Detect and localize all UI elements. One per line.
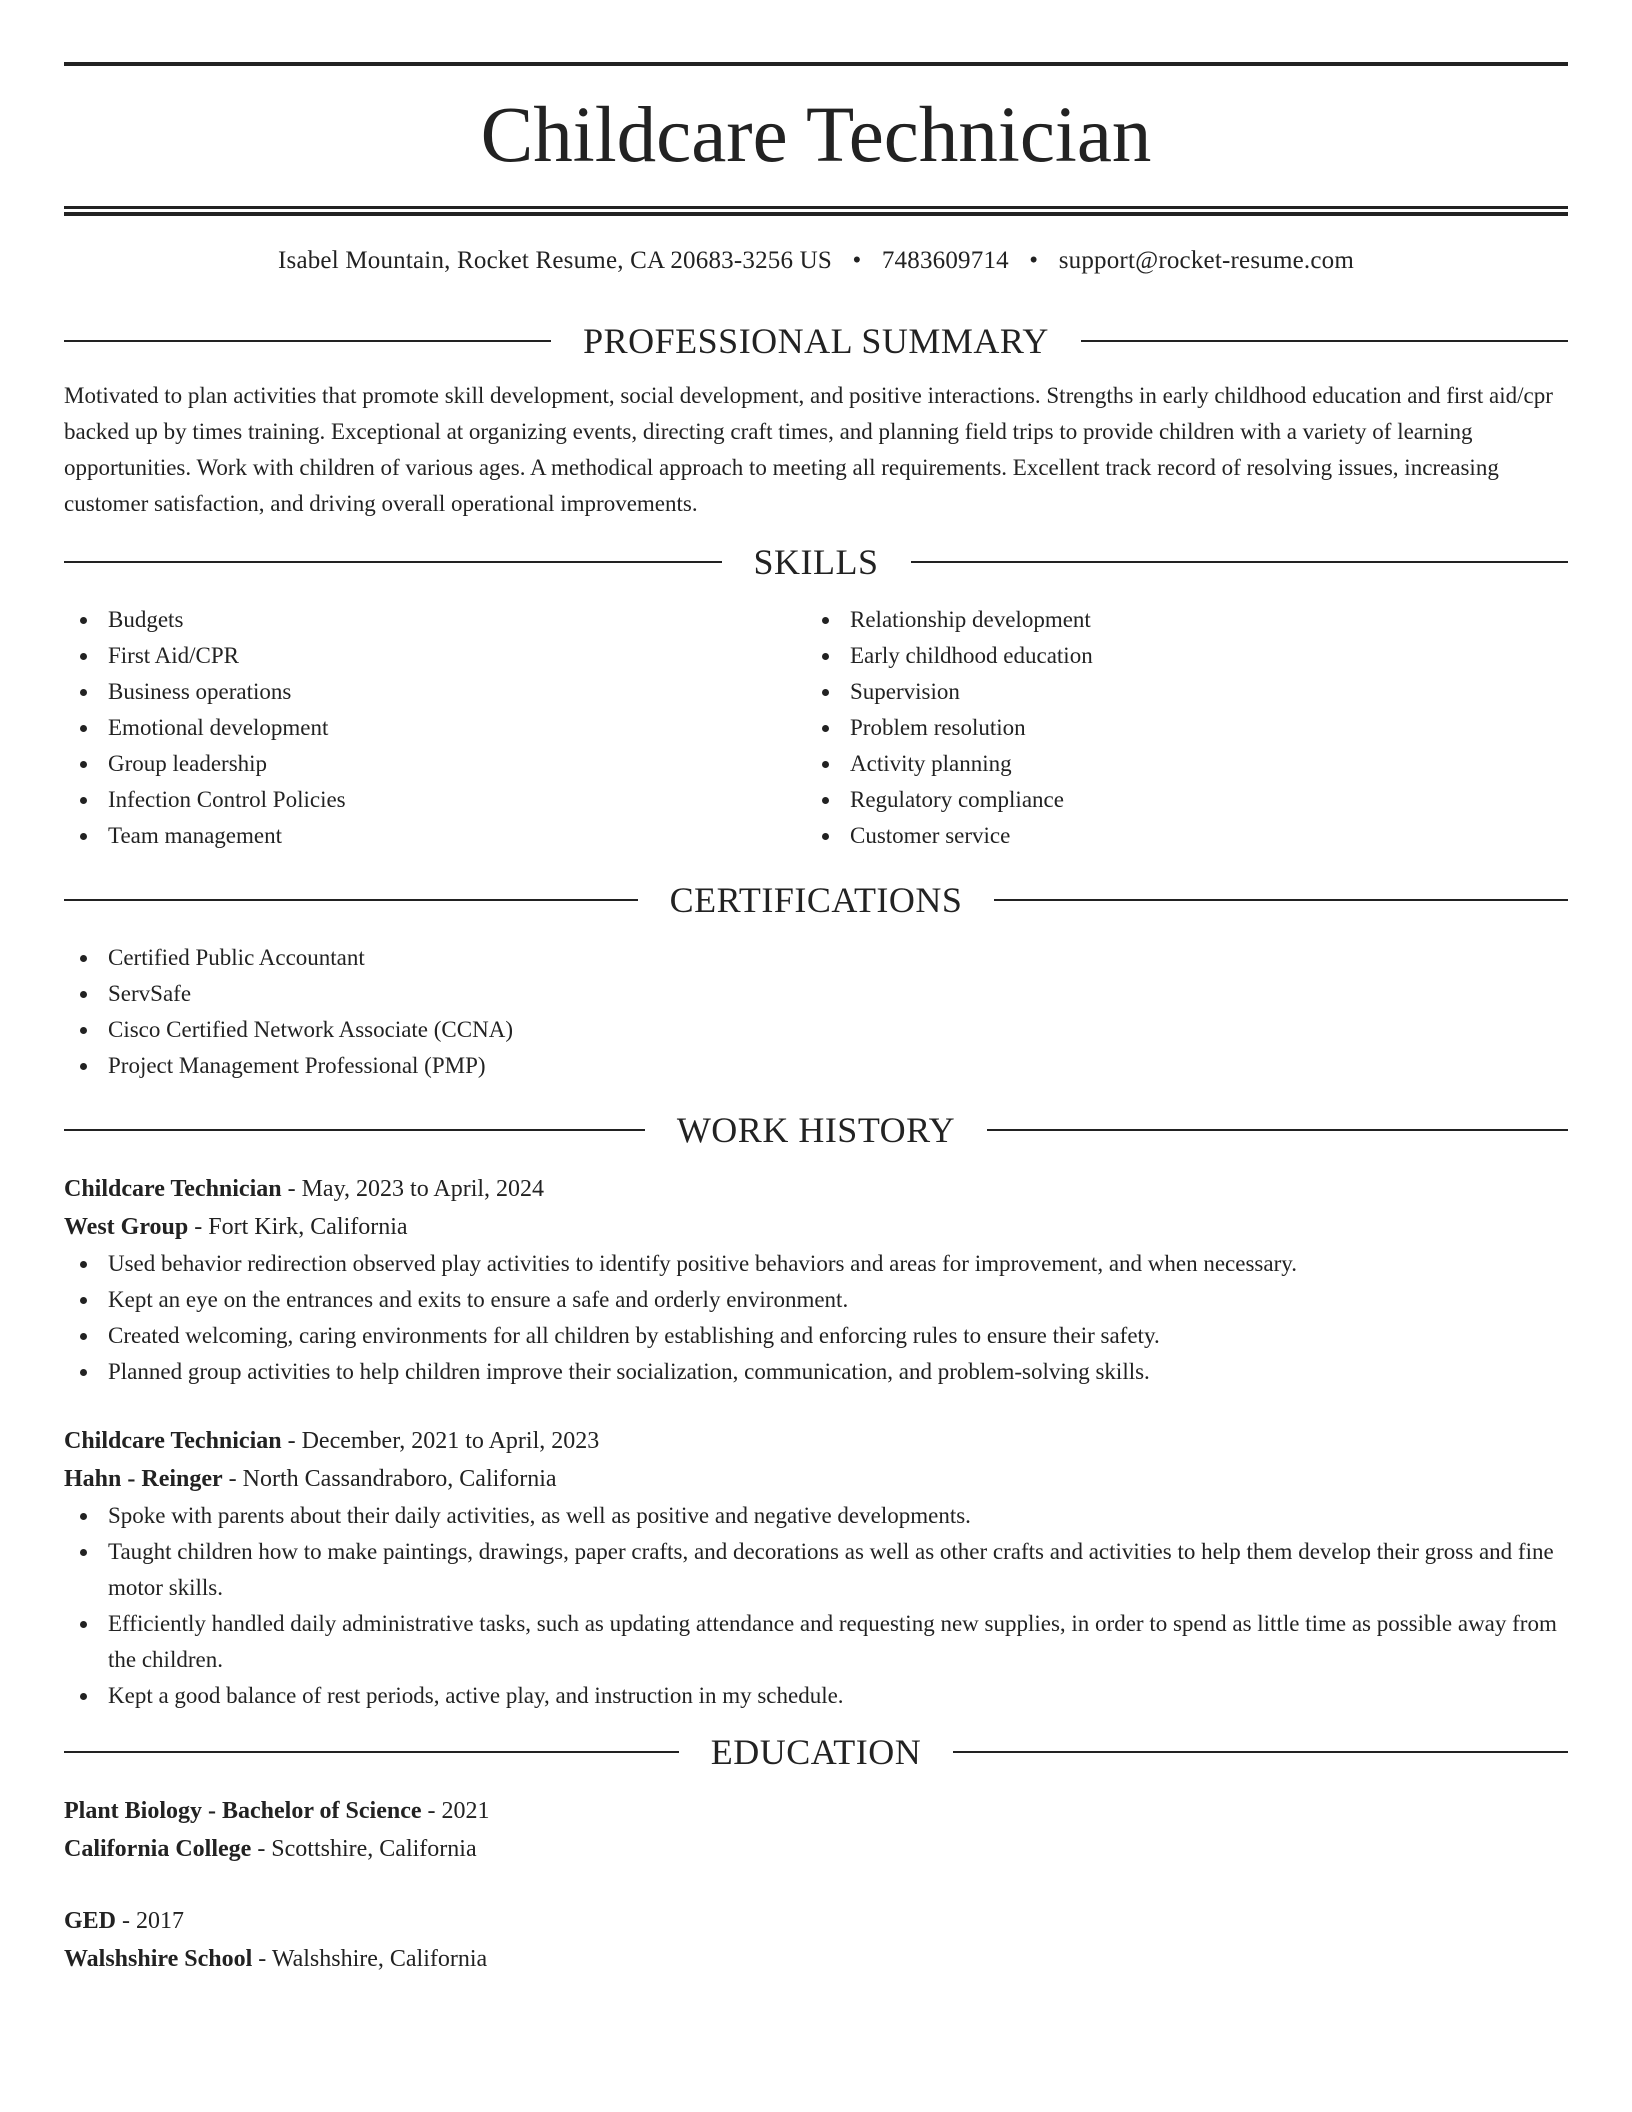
contact-separator: • [1029, 247, 1039, 274]
heading-rule [64, 1129, 645, 1131]
skill-item: Business operations [64, 674, 806, 710]
job-company-line [64, 1460, 1568, 1498]
job-bullet: Used behavior redirection observed play activities to identify positive behaviors and areas for improvement, and when necessary. [64, 1246, 1568, 1282]
job-company: Hahn - Reinger [64, 1466, 223, 1492]
job-location: - Fort Kirk, California [188, 1214, 408, 1240]
education-school-line [64, 1830, 1568, 1868]
skill-item: Relationship development [806, 602, 1568, 638]
summary-text: Motivated to plan activities that promote skill development, social development, and positive interactions. Strengths in early childhood education and first aid/cpr backed up by times training. Exceptional at organizing events, directing craft times, and planning field trips to provide children with a variety of learning opportunities. Work with children of various ages. A methodical approach to meeting all requirements. Excellent track record of resolving issues, increasing customer satisfaction, and driving overall operational improvements. [64, 383, 1553, 516]
skills-column-left [64, 602, 806, 854]
heading-rule [994, 899, 1568, 901]
job-company-line [64, 1208, 1568, 1246]
job-title-line [64, 1170, 1568, 1208]
skill-item: Regulatory compliance [806, 782, 1568, 818]
certifications-heading [64, 878, 1568, 922]
skill-item: Early childhood education [806, 638, 1568, 674]
heading-rule [64, 561, 722, 563]
job-location: - North Cassandraboro, California [222, 1466, 557, 1492]
heading-rule [64, 340, 551, 342]
job-bullet: Planned group activities to help children improve their socialization, communication, and problem-solving skills. [64, 1354, 1568, 1390]
job-company: West Group [64, 1214, 189, 1240]
skills-column-right [806, 602, 1568, 854]
heading-rule [64, 1751, 679, 1753]
job-title-line [64, 1422, 1568, 1460]
title-block [64, 0, 1568, 216]
job-bullet: Kept an eye on the entrances and exits to ensure a safe and orderly environment. [64, 1282, 1568, 1318]
heading-rule [953, 1751, 1568, 1753]
summary-heading [64, 319, 1568, 363]
contact-email: support@rocket-resume.com [1058, 247, 1354, 274]
education-year: - 2017 [116, 1908, 185, 1934]
heading-rule [911, 561, 1569, 563]
certification-item: ServSafe [64, 976, 1568, 1012]
education-year: - 2021 [421, 1798, 490, 1824]
education-school: Walshshire School [64, 1946, 253, 1972]
top-rule [64, 62, 1568, 66]
contact-line [64, 243, 1568, 279]
skill-item: First Aid/CPR [64, 638, 806, 674]
job-bullet-list [64, 1246, 1568, 1390]
education-location: - Walshshire, California [252, 1946, 488, 1972]
job-dates: - May, 2023 to April, 2024 [281, 1176, 545, 1202]
certification-item: Certified Public Accountant [64, 940, 1568, 976]
double-rule [64, 206, 1568, 216]
education-heading [64, 1730, 1568, 1774]
job-bullet: Kept a good balance of rest periods, active play, and instruction in my schedule. [64, 1678, 1568, 1714]
skills-heading-label: SKILLS [753, 542, 879, 582]
skill-item: Supervision [806, 674, 1568, 710]
contact-separator: • [852, 247, 862, 274]
education-heading-label: EDUCATION [710, 1732, 922, 1772]
heading-rule [1081, 340, 1568, 342]
education-entry [64, 1792, 1568, 1868]
job-title: Childcare Technician [64, 1176, 282, 1202]
job-entry [64, 1170, 1568, 1390]
education-school: California College [64, 1836, 252, 1862]
work-history-heading-label: WORK HISTORY [676, 1110, 956, 1150]
job-entry [64, 1422, 1568, 1714]
heading-rule [64, 899, 638, 901]
skill-item: Infection Control Policies [64, 782, 806, 818]
job-bullet-list [64, 1498, 1568, 1714]
contact-address: Isabel Mountain, Rocket Resume, CA 20683-3256 US [277, 247, 832, 274]
summary-heading-label: PROFESSIONAL SUMMARY [583, 321, 1049, 361]
job-title: Childcare Technician [64, 1428, 282, 1454]
skills-list [64, 602, 1568, 854]
skill-item: Group leadership [64, 746, 806, 782]
certification-item: Cisco Certified Network Associate (CCNA) [64, 1012, 1568, 1048]
contact-phone: 7483609714 [881, 247, 1009, 274]
job-bullet: Taught children how to make paintings, drawings, paper crafts, and decorations as well as other crafts and activities to help them develop their gross and fine motor skills. [64, 1534, 1568, 1606]
skill-item: Problem resolution [806, 710, 1568, 746]
job-bullet: Created welcoming, caring environments for all children by establishing and enforcing rules to ensure their safety. [64, 1318, 1568, 1354]
skill-item: Activity planning [806, 746, 1568, 782]
education-degree-line [64, 1792, 1568, 1830]
work-history-heading [64, 1108, 1568, 1152]
education-degree: Plant Biology - Bachelor of Science [64, 1798, 422, 1824]
skill-item: Emotional development [64, 710, 806, 746]
certifications-heading-label: CERTIFICATIONS [669, 880, 963, 920]
certifications-list [64, 940, 1568, 1084]
certification-item: Project Management Professional (PMP) [64, 1048, 1568, 1084]
skill-item: Customer service [806, 818, 1568, 854]
education-degree: GED [64, 1908, 117, 1934]
job-bullet: Spoke with parents about their daily activities, as well as positive and negative developments. [64, 1498, 1568, 1534]
education-school-line [64, 1940, 1568, 1978]
job-bullet: Efficiently handled daily administrative tasks, such as updating attendance and requesting new supplies, in order to spend as little time as possible away from the children. [64, 1606, 1568, 1678]
job-dates: - December, 2021 to April, 2023 [281, 1428, 600, 1454]
education-degree-line [64, 1902, 1568, 1940]
skills-heading [64, 540, 1568, 584]
resume-title: Childcare Technician [480, 92, 1152, 179]
education-entry [64, 1902, 1568, 1978]
skill-item: Team management [64, 818, 806, 854]
education-location: - Scottshire, California [251, 1836, 477, 1862]
skill-item: Budgets [64, 602, 806, 638]
heading-rule [987, 1129, 1568, 1131]
